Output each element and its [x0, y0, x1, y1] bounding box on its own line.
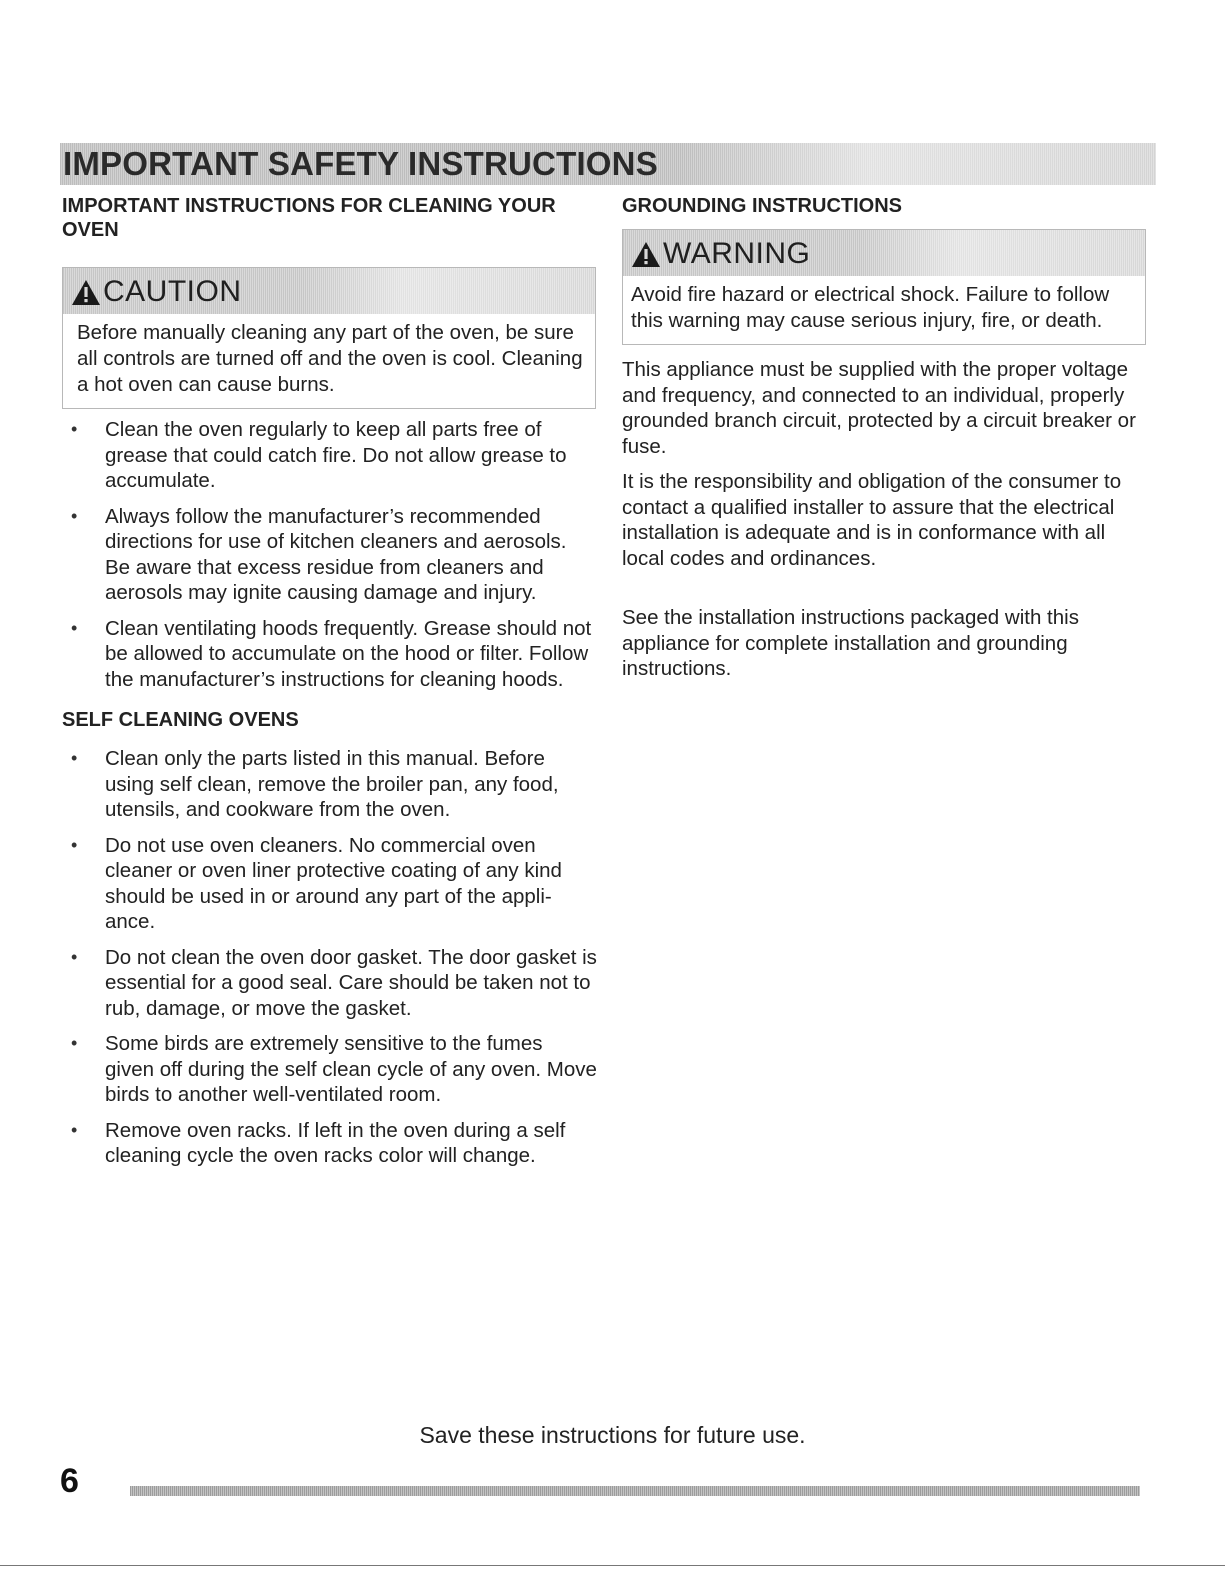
cleaning-heading: IMPORTANT INSTRUCTIONS FOR CLEANING YOUR OVEN: [62, 195, 556, 241]
caution-text: Before manually cleaning any part of the oven, be sure all controls are turned off and the oven is cool. Cleaning a hot oven can cause burns.: [77, 321, 583, 396]
bullet-dot: •: [71, 946, 78, 967]
caution-box: [62, 267, 596, 409]
page-title: IMPORTANT SAFETY INSTRUCTIONS: [63, 145, 658, 182]
grounding-paragraph: See the installation instructions packaged with this appliance for complete installation and grounding instructions.: [622, 606, 1079, 680]
bullet-dot: •: [71, 617, 78, 638]
bullet-dot: •: [71, 748, 78, 768]
cleaning-bullets: [62, 417, 597, 692]
warning-label: WARNING: [663, 237, 811, 270]
warning-header: [623, 230, 1145, 276]
list-item: • Clean only the parts listed in this manual. Before using self clean, remove the broiler pan, any food, utensils, and cookware from the oven.: [71, 747, 559, 821]
left-column: [62, 194, 597, 1179]
self-cleaning-bullets: [62, 746, 597, 1169]
bullet-dot: •: [71, 834, 78, 855]
section-banner: [60, 143, 1156, 185]
footer-rule: [130, 1486, 1140, 1496]
grounding-heading: GROUNDING INSTRUCTIONS: [622, 195, 902, 217]
warning-box: [622, 229, 1146, 345]
grounding-paragraph: It is the responsibility and obligation of the consumer to contact a qualified installer to assure that the electrical installation is adequate and is in conformance with all local codes and ordinances.: [622, 470, 1122, 570]
banner-fade: [680, 143, 1156, 185]
list-item: • Clean the oven regularly to keep all parts free of grease that could catch fire. Do not allow grease to accumulate.: [71, 418, 567, 492]
caution-header: [63, 268, 595, 314]
bullet-dot: •: [71, 1033, 78, 1053]
caution-label: CAUTION: [103, 275, 242, 308]
list-item: • Do not clean the oven door gasket. The door gasket is essential for a good seal. Care should be taken not to rub, damage, or move the gasket.: [71, 945, 597, 1020]
warning-triangle-icon: [631, 241, 661, 268]
bullet-dot: •: [71, 1119, 78, 1140]
right-column: [622, 194, 1152, 692]
warning-text: Avoid fire hazard or electrical shock. Failure to follow this warning may cause serious injury, fire, or death.: [631, 283, 1110, 332]
list-item: • Do not use oven cleaners. No commercial oven cleaner or oven liner protective coating of any kind should be used in or around any part of the appli-ance.: [71, 833, 562, 933]
bullet-dot: •: [71, 419, 78, 439]
list-item: • Always follow the manufacturer’s recommended directions for use of kitchen cleaners and aerosols. Be aware that excess residue from cleaners and aerosols may ignite causing damage and injury.: [71, 504, 567, 604]
self-cleaning-heading: SELF CLEANING OVENS: [62, 709, 299, 731]
list-item: • Remove oven racks. If left in the oven during a self cleaning cycle the oven racks color will change.: [71, 1118, 566, 1167]
grounding-paragraph: This appliance must be supplied with the proper voltage and frequency, and connected to an individual, properly grounded branch circuit, protected by a circuit breaker or fuse.: [622, 358, 1136, 458]
warning-triangle-icon: [71, 279, 101, 306]
list-item: • Clean ventilating hoods frequently. Grease should not be allowed to accumulate on the hood or filter. Follow the manufacturer’s instructions for cleaning hoods.: [71, 616, 592, 691]
bullet-dot: •: [71, 505, 78, 526]
grounding-paragraphs: [622, 357, 1152, 682]
page-edge-line: [0, 1565, 1225, 1566]
save-instructions-note: Save these instructions for future use.: [419, 1422, 806, 1448]
page-number: 6: [60, 1462, 79, 1500]
list-item: • Some birds are extremely sensitive to the fumes given off during the self clean cycle of any oven. Move birds to another well-ventilated room.: [71, 1032, 597, 1106]
